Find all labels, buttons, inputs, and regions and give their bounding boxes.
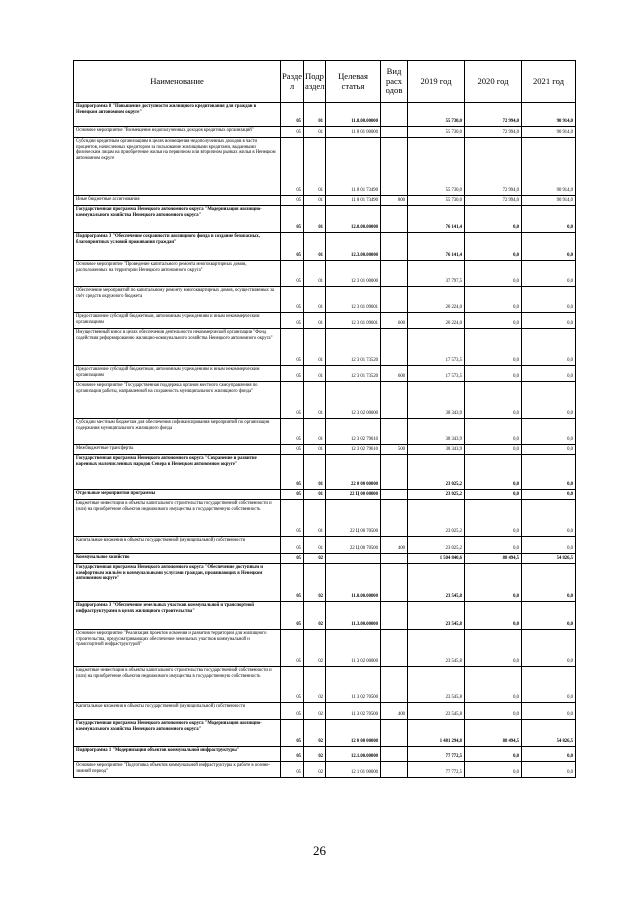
cell-razdel: 05 xyxy=(281,366,304,382)
cell-name: Субсидии кредитным организациям в целях возмещения недополученных доходов в части процентов, начисленных кредитором за пользование жилищными кредитами, выданными физическим лицам на приобретение жилья на первичном или вторичном рынках жилья в Ненецком автономном округе xyxy=(74,138,281,196)
table-row xyxy=(74,138,576,196)
cell-y2020: 0,0 xyxy=(465,537,522,554)
cell-y2020: 0,0 xyxy=(465,602,522,630)
table-row xyxy=(74,313,576,329)
cell-y2021: 0,0 xyxy=(522,329,576,366)
cell-y2019: 23 545,8 xyxy=(408,703,465,720)
cell-csr: 12 3 01 00000 xyxy=(326,261,381,287)
cell-y2021: 0,0 xyxy=(522,602,576,630)
cell-vr: 600 xyxy=(381,366,408,382)
cell-podrazdel: 01 xyxy=(304,445,326,455)
cell-razdel: 05 xyxy=(281,602,304,630)
cell-razdel: 05 xyxy=(281,329,304,366)
cell-vr xyxy=(381,762,408,778)
cell-name: Капитальные вложения в объекты государственной (муниципальной) собственности xyxy=(74,703,281,720)
cell-y2021: 0,0 xyxy=(522,382,576,419)
cell-y2021: 90 914,0 xyxy=(522,138,576,196)
page-number: 26 xyxy=(313,843,326,858)
cell-y2019: 37 797,5 xyxy=(408,261,465,287)
cell-podrazdel: 02 xyxy=(304,762,326,778)
cell-name: Подпрограмма 3 "Обеспечение земельных участков коммунальной и транспортной инфраструктурами в целях жилищного строительства" xyxy=(74,602,281,630)
cell-csr: 12 3 01 73520 xyxy=(326,329,381,366)
budget-table xyxy=(73,60,576,778)
cell-y2019: 23 545,8 xyxy=(408,602,465,630)
cell-y2021: 0,0 xyxy=(522,366,576,382)
cell-vr xyxy=(381,103,408,127)
cell-podrazdel: 01 xyxy=(304,382,326,419)
cell-name: Основное мероприятие "Государственная поддержка органов местного самоуправления по организации работы, направленной на сохранность муниципального жилищного фонда" xyxy=(74,382,281,419)
cell-csr: 22 Ц 00 00000 xyxy=(326,490,381,500)
cell-name: Основное мероприятие "Проведение капитального ремонта многоквартирных домов, расположенных на территории Ненецкого автономного округа" xyxy=(74,261,281,287)
cell-vr: 800 xyxy=(381,196,408,206)
cell-y2019: 23 025,2 xyxy=(408,500,465,537)
cell-razdel: 05 xyxy=(281,313,304,329)
cell-csr: 12.0.00.00000 xyxy=(326,206,381,233)
cell-y2019: 23 545,8 xyxy=(408,564,465,602)
cell-y2019: 23 025,2 xyxy=(408,455,465,490)
cell-y2020: 72 994,0 xyxy=(465,196,522,206)
cell-y2020: 0,0 xyxy=(465,630,522,667)
cell-y2021: 0,0 xyxy=(522,261,576,287)
cell-csr: 12.3.00.00000 xyxy=(326,233,381,261)
cell-y2021: 0,0 xyxy=(522,747,576,762)
cell-name: Государственная программа Ненецкого автономного округа "Модернизация жилищно-коммунального хозяйства Ненецкого автономного округа" xyxy=(74,206,281,233)
table-row xyxy=(74,630,576,667)
cell-csr: 22 Ц 00 70500 xyxy=(326,537,381,554)
cell-vr xyxy=(381,667,408,703)
cell-podrazdel: 02 xyxy=(304,602,326,630)
cell-podrazdel: 01 xyxy=(304,490,326,500)
table-row xyxy=(74,455,576,490)
cell-vr xyxy=(381,602,408,630)
cell-podrazdel: 02 xyxy=(304,747,326,762)
cell-razdel: 05 xyxy=(281,630,304,667)
cell-y2019: 17 573,5 xyxy=(408,329,465,366)
cell-y2020: 72 994,0 xyxy=(465,103,522,127)
cell-csr: 11 8 01 73490 xyxy=(326,138,381,196)
table-row xyxy=(74,762,576,778)
cell-name: Субсидии местным бюджетам для обеспечения софинансирования мероприятий по организации содержания муниципального жилищного фонда xyxy=(74,419,281,445)
cell-podrazdel: 01 xyxy=(304,455,326,490)
cell-y2020: 0,0 xyxy=(465,287,522,313)
cell-y2019: 1 504 840,6 xyxy=(408,554,465,564)
cell-vr: 400 xyxy=(381,537,408,554)
cell-csr: 11 3 02 70500 xyxy=(326,667,381,703)
cell-podrazdel: 02 xyxy=(304,554,326,564)
header-2021: 2021 год xyxy=(522,61,576,103)
cell-podrazdel: 01 xyxy=(304,261,326,287)
table-row xyxy=(74,233,576,261)
cell-vr xyxy=(381,206,408,233)
cell-podrazdel: 02 xyxy=(304,564,326,602)
cell-csr: 12 3 02 79610 xyxy=(326,419,381,445)
cell-y2020: 0,0 xyxy=(465,261,522,287)
cell-vr xyxy=(381,630,408,667)
cell-y2019: 55 730,0 xyxy=(408,138,465,196)
cell-name: Коммунальное хозяйство xyxy=(74,554,281,564)
cell-y2020: 0,0 xyxy=(465,490,522,500)
cell-razdel: 05 xyxy=(281,261,304,287)
cell-y2020: 0,0 xyxy=(465,762,522,778)
cell-y2021: 0,0 xyxy=(522,313,576,329)
cell-razdel: 05 xyxy=(281,554,304,564)
cell-podrazdel: 01 xyxy=(304,103,326,127)
cell-name: Иные бюджетные ассигнования xyxy=(74,196,281,206)
table-row xyxy=(74,261,576,287)
cell-razdel: 05 xyxy=(281,287,304,313)
cell-y2019: 20 224,0 xyxy=(408,287,465,313)
cell-csr: 12 3 01 09601 xyxy=(326,313,381,329)
cell-name: Основное мероприятие "Возмещение недополученных доходов кредитных организаций" xyxy=(74,127,281,138)
header-expense-type: Вид расх одов xyxy=(381,61,408,103)
cell-razdel: 05 xyxy=(281,382,304,419)
cell-csr: 12 3 01 09601 xyxy=(326,287,381,313)
cell-razdel: 05 xyxy=(281,703,304,720)
cell-y2021: 0,0 xyxy=(522,630,576,667)
cell-podrazdel: 01 xyxy=(304,206,326,233)
cell-y2021: 54 826,5 xyxy=(522,554,576,564)
cell-csr: 12 1 01 00000 xyxy=(326,762,381,778)
cell-y2019: 38 343,9 xyxy=(408,382,465,419)
cell-y2021: 0,0 xyxy=(522,445,576,455)
cell-name: Подпрограмма 1 "Модернизация объектов коммунальной инфраструктуры" xyxy=(74,747,281,762)
cell-csr: 11.8.00.00000 xyxy=(326,103,381,127)
cell-podrazdel: 01 xyxy=(304,366,326,382)
cell-csr: 11 8 01 73490 xyxy=(326,196,381,206)
cell-razdel: 05 xyxy=(281,490,304,500)
cell-y2019: 55 730,0 xyxy=(408,103,465,127)
cell-podrazdel: 01 xyxy=(304,313,326,329)
cell-y2021: 0,0 xyxy=(522,455,576,490)
cell-razdel: 05 xyxy=(281,564,304,602)
table-row xyxy=(74,206,576,233)
cell-y2019: 23 545,8 xyxy=(408,630,465,667)
cell-podrazdel: 02 xyxy=(304,667,326,703)
cell-podrazdel: 01 xyxy=(304,127,326,138)
cell-name: Бюджетные инвестиции в объекты капитального строительства государственной собственности и (или) на приобретение объектов недвижимого имущества в государственную собственность xyxy=(74,667,281,703)
cell-y2020: 0,0 xyxy=(465,313,522,329)
cell-y2020: 0,0 xyxy=(465,703,522,720)
cell-razdel: 05 xyxy=(281,537,304,554)
cell-razdel: 05 xyxy=(281,233,304,261)
cell-y2020: 88 494,5 xyxy=(465,554,522,564)
cell-y2021: 0,0 xyxy=(522,419,576,445)
cell-podrazdel: 02 xyxy=(304,720,326,747)
header-razdel: Разде л xyxy=(281,61,304,103)
table-row xyxy=(74,419,576,445)
header-2020: 2020 год xyxy=(465,61,522,103)
cell-y2019: 77 772,5 xyxy=(408,762,465,778)
cell-vr xyxy=(381,490,408,500)
cell-name: Отдельные мероприятия программы xyxy=(74,490,281,500)
cell-vr: 500 xyxy=(381,445,408,455)
cell-razdel: 05 xyxy=(281,419,304,445)
cell-y2020: 0,0 xyxy=(465,747,522,762)
cell-y2021: 0,0 xyxy=(522,667,576,703)
cell-razdel: 05 xyxy=(281,455,304,490)
cell-name: Основное мероприятие "Подготовка объектов коммунальной инфраструктуры к работе в осенне-зимний период" xyxy=(74,762,281,778)
cell-razdel: 05 xyxy=(281,445,304,455)
cell-y2019: 38 343,9 xyxy=(408,419,465,445)
cell-csr: 12 3 02 79610 xyxy=(326,445,381,455)
cell-vr xyxy=(381,720,408,747)
cell-razdel: 05 xyxy=(281,196,304,206)
cell-podrazdel: 02 xyxy=(304,630,326,667)
cell-podrazdel: 01 xyxy=(304,329,326,366)
cell-vr xyxy=(381,138,408,196)
cell-vr: 400 xyxy=(381,703,408,720)
cell-razdel: 05 xyxy=(281,747,304,762)
cell-y2020: 0,0 xyxy=(465,206,522,233)
cell-vr xyxy=(381,382,408,419)
cell-y2020: 0,0 xyxy=(465,233,522,261)
table-row xyxy=(74,127,576,138)
cell-y2020: 72 994,0 xyxy=(465,138,522,196)
cell-vr: 600 xyxy=(381,313,408,329)
cell-y2019: 23 025,2 xyxy=(408,537,465,554)
table-row xyxy=(74,500,576,537)
cell-csr: 22 Ц 00 70500 xyxy=(326,500,381,537)
cell-y2020: 0,0 xyxy=(465,500,522,537)
cell-csr: 12 3 01 73520 xyxy=(326,366,381,382)
cell-csr: 11 8 01 00000 xyxy=(326,127,381,138)
cell-y2021: 0,0 xyxy=(522,500,576,537)
cell-vr xyxy=(381,500,408,537)
cell-csr: 11.0.00.00000 xyxy=(326,564,381,602)
cell-csr xyxy=(326,554,381,564)
table-row xyxy=(74,490,576,500)
cell-y2020: 0,0 xyxy=(465,366,522,382)
cell-name: Подпрограмма 8 "Повышение доступности жилищного кредитования для граждан в Ненецком автономном округе" xyxy=(74,103,281,127)
cell-vr xyxy=(381,261,408,287)
cell-y2020: 0,0 xyxy=(465,445,522,455)
cell-y2019: 76 141,4 xyxy=(408,206,465,233)
cell-vr xyxy=(381,127,408,138)
cell-vr xyxy=(381,564,408,602)
cell-y2019: 1 481 294,8 xyxy=(408,720,465,747)
table-row xyxy=(74,287,576,313)
cell-razdel: 05 xyxy=(281,138,304,196)
cell-y2021: 90 914,0 xyxy=(522,103,576,127)
cell-y2021: 90 914,0 xyxy=(522,196,576,206)
cell-razdel: 05 xyxy=(281,127,304,138)
cell-y2021: 0,0 xyxy=(522,287,576,313)
cell-podrazdel: 01 xyxy=(304,419,326,445)
cell-y2021: 54 826,5 xyxy=(522,720,576,747)
cell-razdel: 05 xyxy=(281,667,304,703)
table-row xyxy=(74,537,576,554)
table-row xyxy=(74,602,576,630)
cell-csr: 22 0 00 00000 xyxy=(326,455,381,490)
table-row xyxy=(74,703,576,720)
cell-name: Имущественный взнос в целях обеспечения деятельности некоммерческой организации "Фонд содействия реформированию жилищно-коммунального хозяйства Ненецкого автономного округа" xyxy=(74,329,281,366)
cell-vr xyxy=(381,419,408,445)
table-row xyxy=(74,103,576,127)
cell-name: Предоставление субсидий бюджетным, автономным учреждениям и иным некоммерческим организациям xyxy=(74,366,281,382)
cell-y2021: 0,0 xyxy=(522,490,576,500)
cell-y2019: 38 343,9 xyxy=(408,445,465,455)
table-row xyxy=(74,366,576,382)
table-row xyxy=(74,720,576,747)
cell-podrazdel: 01 xyxy=(304,196,326,206)
header-2019: 2019 год xyxy=(408,61,465,103)
cell-podrazdel: 01 xyxy=(304,500,326,537)
cell-vr xyxy=(381,233,408,261)
cell-csr: 12.1.00.00000 xyxy=(326,747,381,762)
cell-y2021: 0,0 xyxy=(522,703,576,720)
cell-razdel: 05 xyxy=(281,103,304,127)
cell-name: Государственная программа Ненецкого автономного округа "Обеспечение доступным и комфортным жильём и коммунальными услугами граждан, проживающих в Ненецком автономном округе" xyxy=(74,564,281,602)
cell-y2020: 0,0 xyxy=(465,419,522,445)
cell-y2021: 0,0 xyxy=(522,564,576,602)
cell-y2020: 0,0 xyxy=(465,667,522,703)
table-row xyxy=(74,445,576,455)
cell-y2019: 55 730,0 xyxy=(408,196,465,206)
table-row xyxy=(74,747,576,762)
cell-razdel: 05 xyxy=(281,762,304,778)
table-row xyxy=(74,382,576,419)
cell-name: Обеспечение мероприятий по капитальному ремонту многоквартирных домов, осуществляемых за счёт средств окружного бюджета xyxy=(74,287,281,313)
table-row xyxy=(74,554,576,564)
cell-csr: 11 3 02 70500 xyxy=(326,703,381,720)
cell-y2020: 0,0 xyxy=(465,564,522,602)
cell-y2019: 76 141,4 xyxy=(408,233,465,261)
cell-podrazdel: 01 xyxy=(304,537,326,554)
cell-y2021: 0,0 xyxy=(522,233,576,261)
cell-name: Государственная программа Ненецкого автономного округа "Модернизация жилищно-коммунального хозяйства Ненецкого автономного округа" xyxy=(74,720,281,747)
cell-y2020: 72 994,0 xyxy=(465,127,522,138)
cell-name: Капитальные вложения в объекты государственной (муниципальной) собственности xyxy=(74,537,281,554)
cell-csr: 12 3 02 00000 xyxy=(326,382,381,419)
cell-y2020: 0,0 xyxy=(465,382,522,419)
cell-y2019: 17 573,5 xyxy=(408,366,465,382)
table-row xyxy=(74,564,576,602)
cell-vr xyxy=(381,747,408,762)
header-name: Наименование xyxy=(74,61,281,103)
cell-y2021: 0,0 xyxy=(522,206,576,233)
cell-razdel: 05 xyxy=(281,206,304,233)
cell-vr xyxy=(381,287,408,313)
header-target-article: Целевая статья xyxy=(326,61,381,103)
cell-podrazdel: 01 xyxy=(304,233,326,261)
cell-vr xyxy=(381,329,408,366)
cell-csr: 11.3.00.00000 xyxy=(326,602,381,630)
table-row xyxy=(74,329,576,366)
cell-razdel: 05 xyxy=(281,500,304,537)
cell-podrazdel: 02 xyxy=(304,703,326,720)
cell-y2021: 0,0 xyxy=(522,762,576,778)
cell-name: Подпрограмма 3 "Обеспечение сохранности жилищного фонда и создание безопасных, благоприятных условий проживания граждан" xyxy=(74,233,281,261)
cell-y2019: 23 545,8 xyxy=(408,667,465,703)
table-header-row xyxy=(74,61,576,103)
cell-name: Бюджетные инвестиции в объекты капитального строительства государственной собственности и (или) на приобретение объектов недвижимого имущества в государственную собственность xyxy=(74,500,281,537)
cell-y2021: 90 914,0 xyxy=(522,127,576,138)
cell-y2020: 88 494,5 xyxy=(465,720,522,747)
cell-csr: 12 0 00 00000 xyxy=(326,720,381,747)
cell-podrazdel: 01 xyxy=(304,287,326,313)
cell-name: Предоставление субсидий бюджетным, автономным учреждениям и иным некоммерческим организациям xyxy=(74,313,281,329)
cell-name: Межбюджетные трансферты xyxy=(74,445,281,455)
cell-y2019: 55 730,0 xyxy=(408,127,465,138)
cell-y2019: 20 224,0 xyxy=(408,313,465,329)
cell-name: Основное мероприятие "Реализация проектов освоения и развития территории для жилищного строительства, предусматривающих обеспечение земельных участков коммунальной и транспортной инфраструктурой" xyxy=(74,630,281,667)
cell-podrazdel: 01 xyxy=(304,138,326,196)
cell-y2020: 0,0 xyxy=(465,455,522,490)
header-podrazdel: Подр аздел xyxy=(304,61,326,103)
cell-y2019: 23 025,2 xyxy=(408,490,465,500)
cell-name: Государственная программа Ненецкого автономного округа "Сохранение и развитие коренных малочисленных народов Севера в Ненецком автономном округе" xyxy=(74,455,281,490)
table-row xyxy=(74,667,576,703)
cell-csr: 11 3 02 00000 xyxy=(326,630,381,667)
cell-vr xyxy=(381,455,408,490)
cell-y2021: 0,0 xyxy=(522,537,576,554)
table-row xyxy=(74,196,576,206)
cell-y2019: 77 772,5 xyxy=(408,747,465,762)
cell-y2020: 0,0 xyxy=(465,329,522,366)
cell-razdel: 05 xyxy=(281,720,304,747)
cell-vr xyxy=(381,554,408,564)
